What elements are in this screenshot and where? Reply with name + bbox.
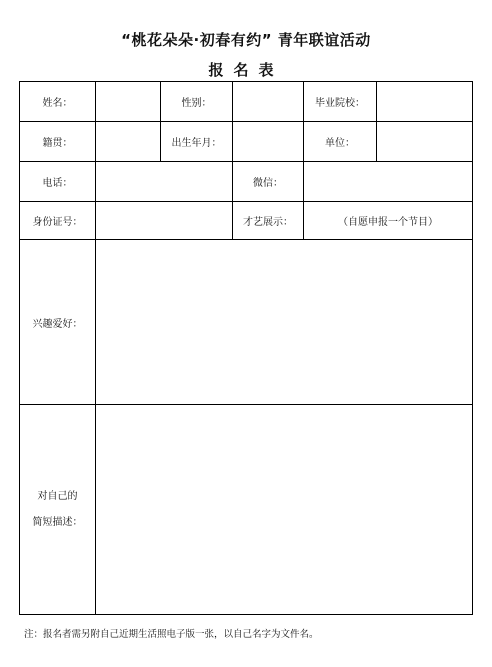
- hometown-field[interactable]: [96, 122, 161, 162]
- birth-label: 出生年月：: [161, 122, 233, 162]
- wechat-label: 微信：: [233, 162, 304, 202]
- employer-label: 单位：: [304, 122, 377, 162]
- hobby-label: 兴趣爱好：: [20, 240, 96, 405]
- talent-field[interactable]: （自愿申报一个节目）: [304, 202, 473, 240]
- wechat-field[interactable]: [304, 162, 473, 202]
- school-label: 毕业院校：: [304, 82, 377, 122]
- self-description-field[interactable]: [96, 405, 473, 615]
- talent-label: 才艺展示：: [233, 202, 304, 240]
- name-label: 姓名：: [20, 82, 96, 122]
- self-description-label-line1: 对自己的: [37, 490, 78, 502]
- phone-field[interactable]: [96, 162, 233, 202]
- form-title: “桃花朵朵·初春有约” 青年联谊活动: [121, 31, 371, 49]
- footer-note: 注：报名者需另附自己近期生活照电子版一张，以自己名字为文件名。: [24, 629, 319, 640]
- employer-field[interactable]: [377, 122, 473, 162]
- form-subtitle: 报名表: [208, 61, 284, 79]
- hobby-field[interactable]: [96, 240, 473, 405]
- gender-field[interactable]: [233, 82, 304, 122]
- self-description-label: [20, 405, 96, 615]
- phone-label: 电话：: [20, 162, 96, 202]
- id-number-field[interactable]: [96, 202, 233, 240]
- school-field[interactable]: [377, 82, 473, 122]
- registration-table: [19, 81, 473, 615]
- name-field[interactable]: [96, 82, 161, 122]
- self-description-label-line2: 简短描述：: [32, 516, 83, 528]
- hometown-label: 籍贯：: [20, 122, 96, 162]
- birth-field[interactable]: [233, 122, 304, 162]
- id-number-label: 身份证号：: [20, 202, 96, 240]
- gender-label: 性别：: [161, 82, 233, 122]
